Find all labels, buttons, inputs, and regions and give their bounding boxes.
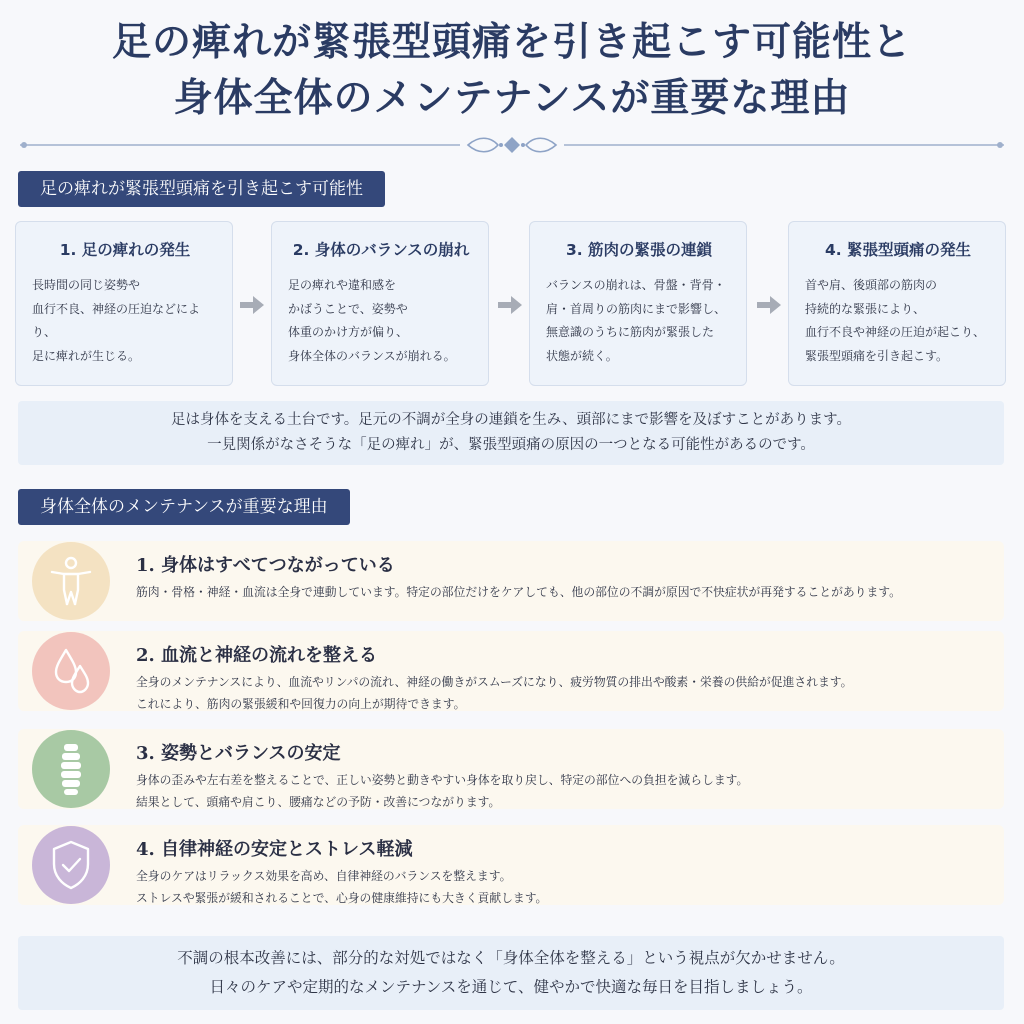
arrow-right-icon (497, 294, 523, 316)
reason-title: 3. 姿勢とバランスの安定 (136, 743, 341, 764)
note-line: 日々のケアや定期的なメンテナンスを通じて、健やかで快適な毎日を目指しましょう。 (209, 978, 813, 996)
note-line: 不調の根本改善には、部分的な対処ではなく「身体全体を整える」という視点が欠かせません。 (177, 949, 845, 967)
reason-title: 2. 血流と神経の流れを整える (136, 645, 378, 666)
step-body: 長時間の同じ姿勢や 血行不良、神経の圧迫などにより、 足に痺れが生じる。 (32, 278, 201, 363)
step-title: 1. 足の痺れの発生 (59, 241, 191, 259)
shield-check-icon (32, 826, 110, 904)
reason-body: 身体の歪みや左右差を整えることで、正しい姿勢と動きやすい身体を取り戻し、特定の部位への負担を減らします。 結果として、頭痛や肩こり、腰痛などの予防・改善につながります。 (136, 773, 749, 809)
step-card-1 (15, 221, 233, 386)
reason-title: 1. 身体はすべてつながっている (136, 555, 395, 576)
note-line: 一見関係がなさそうな「足の痺れ」が、緊張型頭痛の原因の一つとなる可能性があるのです。 (207, 437, 815, 453)
water-drops-icon (32, 632, 110, 710)
note-line: 足は身体を支える土台です。足元の不調が全身の連鎖を生み、頭部にまで影響を及ぼすことがあります。 (170, 412, 852, 428)
reason-title: 4. 自律神経の安定とストレス軽減 (136, 839, 413, 860)
step-card-3 (529, 221, 747, 386)
reason-icon-circle (32, 632, 110, 710)
step-card-4 (788, 221, 1006, 386)
reason-body: 筋肉・骨格・神経・血流は全身で連動しています。特定の部位だけをケアしても、他の部位の不調が原因で不快症状が再発することがあります。 (136, 585, 901, 599)
reason-body: 全身のメンテナンスにより、血流やリンパの流れ、神経の働きがスムーズになり、疲労物質の排出や酸素・栄養の供給が促進されます。 これにより、筋肉の緊張緩和や回復力の向上が期待できます。 (136, 675, 853, 711)
section-header-reasons: 身体全体のメンテナンスが重要な理由 (18, 489, 350, 525)
page-title (0, 14, 1024, 126)
reason-card-2 (18, 631, 1004, 711)
arrow-right-icon (756, 294, 782, 316)
arrow-right-icon (239, 294, 265, 316)
section-header-cause: 足の痺れが緊張型頭痛を引き起こす可能性 (18, 171, 385, 207)
step-title: 4. 緊張型頭痛の発生 (824, 241, 972, 259)
summary-note-cause (18, 401, 1004, 465)
reason-body: 全身のケアはリラックス効果を高め、自律神経のバランスを整えます。 ストレスや緊張が緩和されることで、心身の健康維持にも大きく貢献します。 (136, 869, 548, 905)
ornament-divider-icon (20, 134, 1004, 156)
step-card-2 (271, 221, 489, 386)
page-title-line-2: 身体全体のメンテナンスが重要な理由 (173, 75, 851, 121)
body-figure-icon (32, 542, 110, 620)
page-title-line-1: 足の痺れが緊張型頭痛を引き起こす可能性と (111, 19, 912, 65)
reason-icon-circle (32, 826, 110, 904)
reason-card-3 (18, 729, 1004, 809)
summary-note-maintenance (18, 936, 1004, 1010)
reason-icon-circle (32, 542, 110, 620)
spine-icon (32, 730, 110, 808)
reason-icon-circle (32, 730, 110, 808)
reason-card-1 (18, 541, 1004, 621)
reason-card-4 (18, 825, 1004, 905)
step-body: 足の痺れや違和感を かばうことで、姿勢や 体重のかけ方が偏り、 身体全体のバランスが崩れる。 (288, 278, 456, 363)
step-title: 3. 筋肉の緊張の連鎖 (565, 241, 713, 259)
step-title: 2. 身体のバランスの崩れ (292, 241, 470, 259)
step-body: バランスの崩れは、骨盤・背骨・ 肩・首周りの筋肉にまで影響し、 無意識のうちに筋肉が緊張した 状態が続く。 (546, 278, 727, 363)
step-body: 首や肩、後頭部の筋肉の 持続的な緊張により、 血行不良や神経の圧迫が起こり、 緊張型頭痛を引き起こす。 (805, 278, 986, 363)
